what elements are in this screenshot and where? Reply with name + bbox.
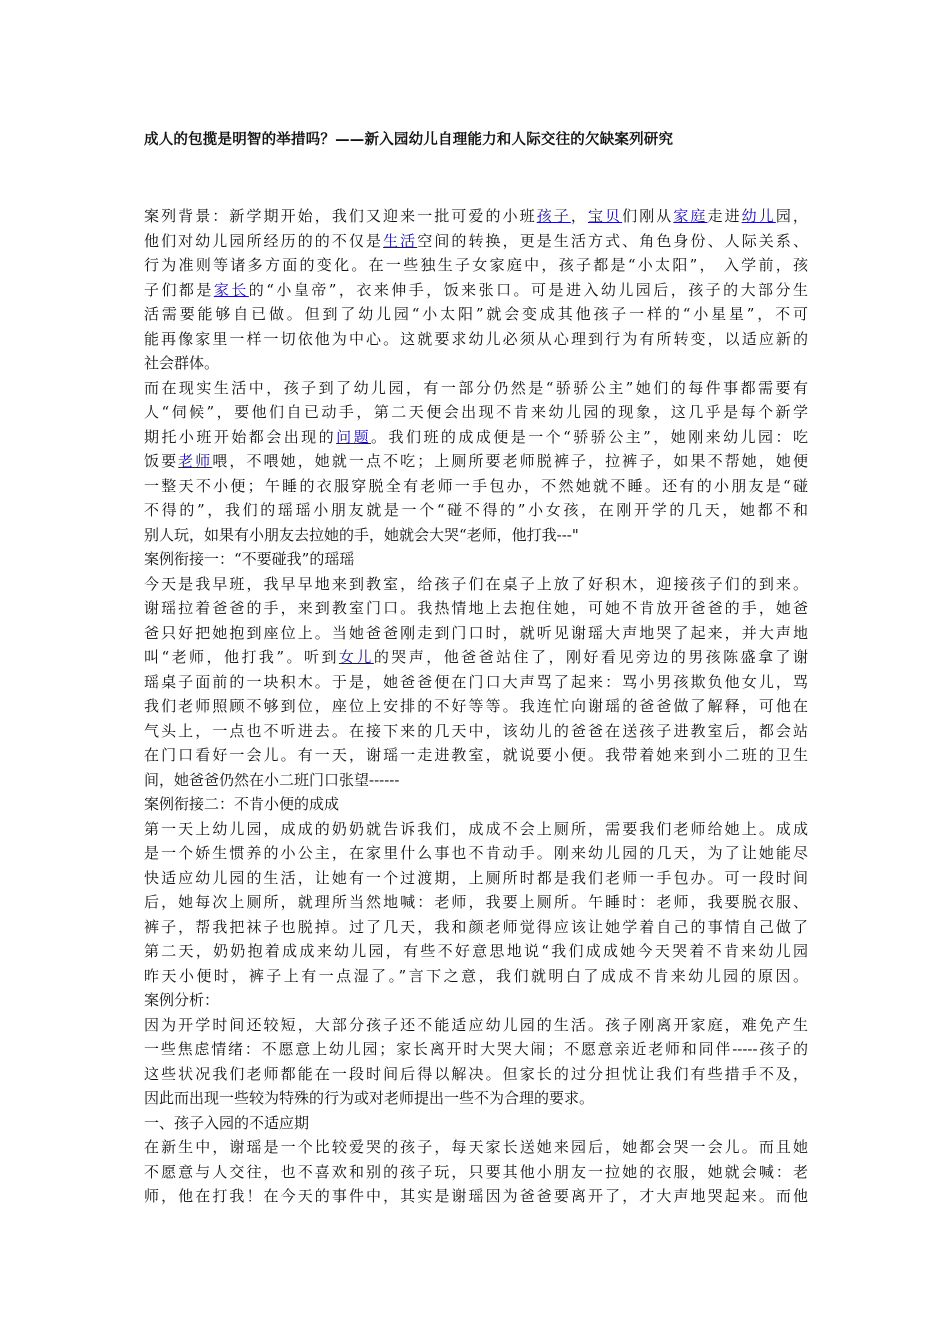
text-segment: 后，她每次上厕所，就理所当然地喊：老师，我要上厕所。午睡时：老师，我要脱衣服、 bbox=[144, 893, 808, 911]
text-segment: 子们都是 bbox=[144, 280, 214, 299]
inline-link[interactable]: 家长 bbox=[213, 280, 249, 299]
text-line bbox=[144, 547, 808, 572]
text-line bbox=[144, 1184, 808, 1209]
inline-link[interactable]: 女儿 bbox=[338, 648, 374, 666]
text-line bbox=[144, 866, 808, 891]
text-line bbox=[144, 964, 808, 989]
text-line bbox=[144, 694, 808, 719]
text-line bbox=[144, 670, 808, 695]
text-segment: 不愿意与人交往，也不喜欢和别的孩子玩，只要其他小朋友一拉她的衣服，她就会喊：老 bbox=[144, 1162, 808, 1181]
text-segment: 。我们班的成成便是一个“骄骄公主”，她刚来幼儿园：吃 bbox=[371, 427, 808, 446]
text-segment: 谢瑶拉着爸爸的手，来到教室门口。我热情地上去抱住她，可她不肯放开爸爸的手，她爸 bbox=[144, 599, 808, 617]
text-segment: 一、孩子入园的不适应期 bbox=[144, 1113, 310, 1132]
text-line bbox=[144, 743, 808, 768]
text-line bbox=[144, 1062, 808, 1087]
text-segment: 气头上，一点也不听进去。在接下来的几天中，该幼儿的爸爸在送孩子进教室后，都会站 bbox=[144, 721, 808, 740]
text-segment: 一整天不小便；午睡的衣服穿脱全有老师一手包办，不然她就不睡。还有的小朋友是“碰 bbox=[144, 476, 808, 495]
text-segment: 叫“老师，他打我”。听到 bbox=[144, 648, 339, 666]
text-line bbox=[144, 1086, 808, 1111]
text-segment: 人“伺候”，要他们自已动手，第二天便会出现不肯来幼儿园的现象，这几乎是每个新学 bbox=[144, 403, 808, 421]
text-segment: 案列背景：新学期开始，我们又迎来一批可爱的小班 bbox=[144, 207, 537, 225]
text-line bbox=[144, 1037, 808, 1062]
text-line bbox=[144, 817, 808, 842]
text-segment: 在门口看好一会儿。有一天，谢瑶一走进教室，就说要小便。我带着她来到小二班的卫生 bbox=[144, 746, 808, 764]
text-segment: 快适应幼儿园的生活，让她有一个过渡期，上厕所时都是我们老师一手包办。可一段时间 bbox=[144, 868, 808, 887]
text-line bbox=[144, 890, 808, 915]
text-segment: 第一天上幼儿园，成成的奶奶就告诉我们，成成不会上厕所，需要我们老师给她上。成成 bbox=[144, 819, 808, 838]
text-segment: 爸只好把她抱到座位上。当她爸爸刚走到门口时，就听见谢瑶大声地哭了起来，并大声地 bbox=[144, 623, 808, 642]
text-segment: 昨天小便时，裤子上有一点湿了。”言下之意，我们就明白了成成不肯来幼儿园的原因。 bbox=[144, 966, 808, 985]
inline-link[interactable]: 宝贝 bbox=[587, 207, 623, 225]
text-line bbox=[144, 572, 808, 597]
text-segment: 因此而出现一些较为特殊的行为或对老师提出一些不为合理的要求。 bbox=[144, 1089, 595, 1107]
text-segment: ， bbox=[570, 207, 588, 225]
text-segment: 师，他在打我！在今天的事件中，其实是谢瑶因为爸爸要离开了，才大声地哭起来。而他 bbox=[144, 1187, 808, 1205]
text-segment: 的哭声，他爸爸站住了，刚好看见旁边的男孩陈盛拿了谢 bbox=[373, 648, 808, 666]
text-line bbox=[144, 939, 808, 964]
text-segment: 瑶桌子面前的一块积木。于是，她爸爸便在门口大声骂了起来：骂小男孩欺负他女儿，骂 bbox=[144, 672, 808, 691]
text-segment: 社会群体。 bbox=[144, 354, 220, 372]
text-segment: 行为准则等诸多方面的变化。在一些独生子女家庭中，孩子都是“小太阳”， 入学前，孩 bbox=[144, 256, 808, 274]
inline-link[interactable]: 家庭 bbox=[673, 207, 708, 225]
text-line bbox=[144, 253, 808, 278]
inline-link[interactable]: 问题 bbox=[336, 427, 372, 446]
text-segment: 空间的转换，更是生活方式、角色身份、人际关系、 bbox=[417, 231, 808, 250]
text-segment: 案例衔接二：不肯小便的成成 bbox=[144, 795, 340, 813]
text-segment: 今天是我早班，我早早地来到教室，给孩子们在桌子上放了好积木，迎接孩子们的到来。 bbox=[144, 574, 808, 593]
text-segment: 在新生中，谢瑶是一个比较爱哭的孩子，每天家长送她来园后，她都会哭一会儿。而且她 bbox=[144, 1138, 808, 1156]
text-segment: 他们对幼儿园所经历的的不仅是 bbox=[144, 231, 384, 250]
text-segment: 期托小班开始都会出现的 bbox=[144, 427, 337, 446]
text-line bbox=[144, 302, 808, 327]
text-segment: 第二天，奶奶抱着成成来幼儿园，有些不好意思地说“我们成成她今天哭着不肯来幼儿园 bbox=[144, 942, 808, 960]
inline-link[interactable]: 老师 bbox=[178, 452, 213, 470]
text-segment: 园， bbox=[775, 207, 808, 225]
text-segment: 活需要能够自已做。但到了幼儿园“小太阳”就会变成其他孩子一样的“小星星”，不可 bbox=[144, 305, 808, 323]
document-title: 成人的包揽是明智的举措吗？——新入园幼儿自理能力和人际交往的欠缺案列研究 bbox=[144, 132, 674, 148]
text-segment: 饭要 bbox=[144, 452, 179, 470]
text-line bbox=[144, 498, 808, 523]
text-segment: 不得的”，我们的瑶瑶小朋友就是一个“碰不得的”小女孩，在刚开学的几天，她都不和 bbox=[144, 501, 808, 519]
text-line bbox=[144, 1111, 808, 1136]
text-segment: 间，她爸爸仍然在小二班门口张望------ bbox=[144, 770, 400, 789]
text-line bbox=[144, 523, 808, 548]
text-line bbox=[144, 204, 808, 229]
inline-link[interactable]: 生活 bbox=[383, 231, 418, 250]
text-line bbox=[144, 841, 808, 866]
text-segment: 案例分析： bbox=[144, 991, 220, 1009]
text-line bbox=[144, 425, 808, 450]
text-line bbox=[144, 915, 808, 940]
text-line bbox=[144, 792, 808, 817]
text-line bbox=[144, 645, 808, 670]
text-line bbox=[144, 351, 808, 376]
text-segment: 我们老师照顾不够到位，座位上安排的不好等等。我连忙向谢瑶的爸爸做了解释，可他在 bbox=[144, 697, 808, 715]
inline-link[interactable]: 孩子 bbox=[536, 207, 571, 225]
text-line bbox=[144, 327, 808, 352]
text-line bbox=[144, 474, 808, 499]
text-segment: 案例衔接一：“不要碰我”的瑶瑶 bbox=[144, 550, 355, 568]
text-line bbox=[144, 1135, 808, 1160]
text-line bbox=[144, 1160, 808, 1185]
inline-link[interactable]: 幼儿 bbox=[741, 207, 776, 225]
text-segment: 一些焦虑情绪：不愿意上幼儿园；家长离开时大哭大闹；不愿意亲近老师和同伴-----孩子的 bbox=[144, 1040, 808, 1058]
text-segment: 这些状况我们老师都能在一段时间后得以解决。但家长的过分担忧让我们有些措手不及， bbox=[144, 1064, 808, 1083]
text-line bbox=[144, 596, 808, 621]
text-segment: 喂，不喂她，她就一点不吃；上厕所要老师脱裤子，拉裤子，如果不帮她，她便 bbox=[212, 452, 808, 470]
text-segment: 们刚从 bbox=[622, 207, 674, 225]
text-segment: 因为开学时间还较短，大部分孩子还不能适应幼儿园的生活。孩子刚离开家庭，难免产生 bbox=[144, 1015, 808, 1034]
text-segment: 而在现实生活中，孩子到了幼儿园，有一部分仍然是“骄骄公主”她们的每件事都需要有 bbox=[144, 378, 808, 397]
text-segment: 是一个娇生惯养的小公主，在家里什么事也不肯动手。刚来幼儿园的几天，为了让她能尽 bbox=[144, 844, 808, 862]
text-segment: 走进 bbox=[707, 207, 742, 225]
text-segment: 能再像家里一样一切依他为中心。这就要求幼儿必须从心理到行为有所转变，以适应新的 bbox=[144, 329, 808, 348]
text-line bbox=[144, 449, 808, 474]
text-line bbox=[144, 400, 808, 425]
text-line bbox=[144, 719, 808, 744]
text-segment: 的“小皇帝”，衣来伸手，饭来张口。可是进入幼儿园后，孩子的大部分生 bbox=[248, 280, 808, 299]
document-body bbox=[144, 204, 808, 1209]
text-line bbox=[144, 376, 808, 401]
text-segment: 别人玩，如果有小朋友去拉她的手，她就会大哭“老师，他打我---" bbox=[144, 525, 579, 544]
text-line bbox=[144, 229, 808, 254]
text-line bbox=[144, 278, 808, 303]
text-line bbox=[144, 1013, 808, 1038]
text-line bbox=[144, 621, 808, 646]
text-segment: 裤子，帮我把袜子也脱掉。过了几天，我和颜老师觉得应该让她学着自己的事情自己做了 bbox=[144, 917, 808, 936]
text-line bbox=[144, 988, 808, 1013]
text-line bbox=[144, 768, 808, 793]
